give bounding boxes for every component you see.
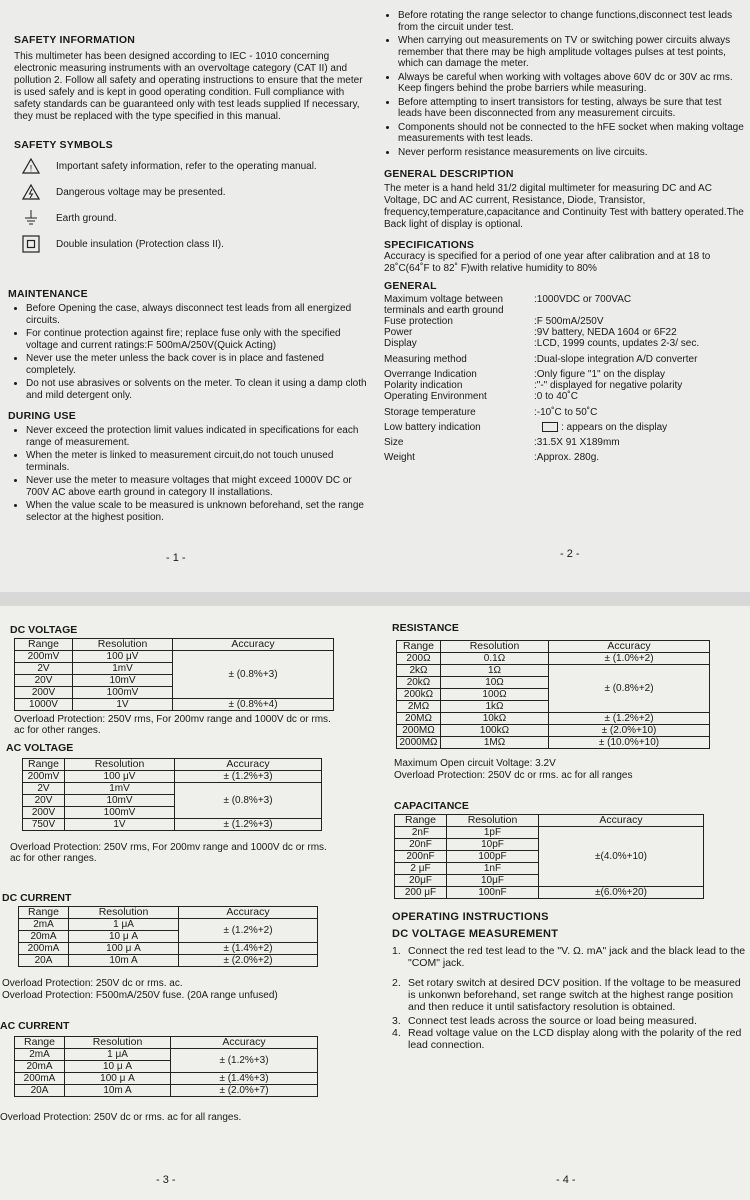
during-use-title: DURING USE <box>8 410 76 422</box>
dc-voltage-title: DC VOLTAGE <box>10 624 78 636</box>
table-header-row <box>23 759 322 771</box>
during-use-list <box>8 425 368 523</box>
table-cell: 200Ω <box>397 653 441 665</box>
step-number: 1. <box>392 945 401 957</box>
high-voltage-icon <box>20 183 42 201</box>
spec-value: :Approx. 280g. <box>534 452 600 463</box>
spec-row <box>384 338 744 349</box>
spec-key: Fuse protection <box>384 316 453 327</box>
table-row <box>15 651 334 663</box>
table-cell: 200mA <box>19 943 69 955</box>
spec-key: Overrange Indication <box>384 369 477 380</box>
ac-current-title: AC CURRENT <box>0 1020 70 1032</box>
table-cell: 1nF <box>447 863 539 875</box>
ac-voltage-table <box>22 758 322 831</box>
page-1 <box>14 34 364 257</box>
spec-key: Weight <box>384 452 415 463</box>
step-text: Read voltage value on the LCD display along with the polarity of the red lead connection. <box>408 1027 742 1051</box>
list-item: • Before Opening the case, always disconnect test leads from all energized circuits. <box>26 303 368 326</box>
table-cell: ± (1.2%+3) <box>171 1049 318 1073</box>
spec-value: :Only figure "1" on the display <box>534 369 666 380</box>
dc-current-note-2: Overload Protection: F500mA/250V fuse. (20A range unfused) <box>2 990 278 1001</box>
operating-instructions-title: OPERATING INSTRUCTIONS <box>392 911 549 923</box>
general-spec-table <box>384 294 744 463</box>
table-cell: 200MΩ <box>397 725 441 737</box>
page-number: - 2 - <box>560 548 580 560</box>
column-header: Range <box>23 759 65 771</box>
table-cell: 10mV <box>73 675 173 687</box>
table-row <box>19 943 318 955</box>
safety-info-title: SAFETY INFORMATION <box>14 34 136 46</box>
table-cell: ±(6.0%+20) <box>539 887 704 899</box>
table-cell: ± (0.8%+4) <box>173 699 334 711</box>
table-cell: 20A <box>15 1085 65 1097</box>
specifications-text: Accuracy is specified for a period of one year after calibration and at 18 to 28˚C(64˚F to 82˚ F)with relative humidity to 80% <box>384 251 711 274</box>
table-header-row <box>397 641 710 653</box>
table-cell: 2mA <box>19 919 69 931</box>
spec-row <box>384 327 744 338</box>
earth-ground-icon <box>20 209 42 227</box>
safety-info-text: This multimeter has been designed according to IEC - 1010 concerning electronic measuring instruments with an overvoltage category (CAT II) and pollution 2. Follow all safety and operating instructions to ensure that the meter is used safely and is kept in good operating condition. Full compliance with safety standards can be guaranteed only with test leads supplied If necessary, they must be replaced with the type specified in this manual. <box>14 51 363 122</box>
spec-value: :31.5X 91 X189mm <box>534 437 620 448</box>
spec-key: Size <box>384 437 404 448</box>
list-item <box>392 1015 746 1027</box>
ac-current-note: Overload Protection: 250V dc or rms. ac for all ranges. <box>0 1112 242 1123</box>
table-cell: 2kΩ <box>397 665 441 677</box>
symbol-row <box>14 231 364 257</box>
spec-key: Operating Environment <box>384 391 487 402</box>
table-cell: ± (1.2%+2) <box>549 713 710 725</box>
symbol-row <box>14 205 364 231</box>
list-item: • Never use the meter unless the back cover is in place and fastened completely. <box>26 353 368 376</box>
table-cell: 100Ω <box>441 689 549 701</box>
table-cell: 2 μF <box>395 863 447 875</box>
column-header: Resolution <box>65 1037 171 1049</box>
list-item: • Do not use abrasives or solvents on the meter. To clean it using a damp cloth and mild detergent only. <box>26 378 368 401</box>
table-cell: 200mV <box>23 771 65 783</box>
table-cell: 10μF <box>447 875 539 887</box>
symbol-row <box>14 153 364 179</box>
double-insulation-icon <box>20 235 42 253</box>
maintenance-list <box>8 303 368 401</box>
table-header-row <box>15 1037 318 1049</box>
spec-row <box>384 380 744 391</box>
table-cell: 10Ω <box>441 677 549 689</box>
general-title: GENERAL <box>384 280 437 292</box>
table-cell: 20nF <box>395 839 447 851</box>
dc-current-note-1: Overload Protection: 250V dc or rms. ac. <box>2 978 183 989</box>
symbol-label: Dangerous voltage may be presented. <box>56 186 226 198</box>
table-cell: 10m A <box>65 1085 171 1097</box>
table-cell: 1000V <box>15 699 73 711</box>
table-cell: 20MΩ <box>397 713 441 725</box>
table-cell: 20V <box>23 795 65 807</box>
step-text: Connect test leads across the source or load being measured. <box>408 1015 697 1027</box>
safety-symbols-list <box>14 153 364 257</box>
table-row <box>15 1049 318 1061</box>
dc-voltage-measurement-title: DC VOLTAGE MEASUREMENT <box>392 928 559 940</box>
table-cell: 1MΩ <box>441 737 549 749</box>
general-description-title: GENERAL DESCRIPTION <box>384 168 514 180</box>
list-item <box>392 1027 746 1051</box>
table-cell: 1 μA <box>69 919 179 931</box>
table-cell: 100mV <box>65 807 175 819</box>
table-cell: ±(4.0%+10) <box>539 827 704 887</box>
table-cell: 100nF <box>447 887 539 899</box>
list-item: • When the meter is linked to measurement circuit,do not touch unused terminals. <box>26 450 368 473</box>
specifications-title: SPECIFICATIONS <box>384 239 475 251</box>
spec-row <box>384 369 744 380</box>
table-row <box>15 1085 318 1097</box>
list-item: • Always be careful when working with voltages above 60V dc or 30V ac rms. Keep fingers behind the probe barriers while measuring. <box>398 72 744 95</box>
table-cell: 1mV <box>65 783 175 795</box>
spec-row <box>384 422 744 433</box>
table-row <box>15 699 334 711</box>
spec-row <box>384 294 744 316</box>
page-number: - 4 - <box>556 1174 576 1186</box>
table-cell: 200mV <box>15 651 73 663</box>
table-cell: 2MΩ <box>397 701 441 713</box>
table-cell: 0.1Ω <box>441 653 549 665</box>
table-cell: 100kΩ <box>441 725 549 737</box>
maintenance-title: MAINTENANCE <box>8 288 88 300</box>
table-cell: 100 μ A <box>69 943 179 955</box>
table-cell: 2mA <box>15 1049 65 1061</box>
spec-value <box>534 422 744 433</box>
dc-voltage-table <box>14 638 334 711</box>
list-item: • Never exceed the protection limit values indicated in specifications for each range of measurement. <box>26 425 368 448</box>
low-battery-text: : appears on the display <box>561 422 668 433</box>
column-header: Resolution <box>441 641 549 653</box>
table-cell: 100 μV <box>65 771 175 783</box>
dc-current-title: DC CURRENT <box>2 892 72 904</box>
precautions-list <box>384 10 744 158</box>
step-number: 3. <box>392 1015 401 1027</box>
page-number: - 1 - <box>166 552 186 564</box>
spec-key: Measuring method <box>384 354 467 365</box>
step-text: Set rotary switch at desired DCV position. If the voltage to be measured is unkonwn beforehand, set range switch at the highest range position and then reduce it until satisfactory resolution is obtained. <box>408 977 741 1013</box>
table-cell: 10mV <box>65 795 175 807</box>
top-sheet <box>0 0 750 592</box>
list-item: • When the value scale to be measured is unknown beforehand, set the range selector at the highest position. <box>26 500 368 523</box>
column-header: Resolution <box>447 815 539 827</box>
table-cell: ± (2.0%+2) <box>179 955 318 967</box>
column-header: Accuracy <box>539 815 704 827</box>
ac-voltage-note: Overload Protection: 250V rms, For 200mv range and 1000V dc or rms. ac for other ranges. <box>10 842 327 864</box>
table-cell: 10pF <box>447 839 539 851</box>
spec-value: :LCD, 1999 counts, updates 2-3/ sec. <box>534 338 700 349</box>
table-cell: ± (1.0%+2) <box>549 653 710 665</box>
spec-row <box>384 437 744 448</box>
table-cell: 200mA <box>15 1073 65 1085</box>
table-row <box>397 665 710 677</box>
table-header-row <box>15 639 334 651</box>
dc-voltage-note: Overload Protection: 250V rms, For 200mv range and 1000V dc or rms. ac for other ranges. <box>14 714 331 736</box>
resistance-note-1: Maximum Open circuit Voltage: 3.2V <box>394 758 556 769</box>
column-header: Resolution <box>69 907 179 919</box>
table-row <box>23 819 322 831</box>
table-cell: 10m A <box>69 955 179 967</box>
table-header-row <box>19 907 318 919</box>
list-item <box>392 945 746 969</box>
resistance-table <box>396 640 710 749</box>
table-cell: 20V <box>15 675 73 687</box>
table-row <box>397 725 710 737</box>
table-cell: 10 μ A <box>65 1061 171 1073</box>
table-row <box>19 955 318 967</box>
list-item: • When carrying out measurements on TV or switching power circuits always remember that there may be high amplitude voltages pulses at test points, which can damage the meter. <box>398 35 744 70</box>
table-cell: ± (1.2%+2) <box>179 919 318 943</box>
table-cell: 1Ω <box>441 665 549 677</box>
operating-steps <box>392 945 746 1051</box>
column-header: Resolution <box>73 639 173 651</box>
svg-text:!: ! <box>29 163 33 174</box>
list-item: • Never perform resistance measurements on live circuits. <box>398 147 744 159</box>
table-header-row <box>395 815 704 827</box>
spec-row <box>384 391 744 402</box>
table-cell: 2nF <box>395 827 447 839</box>
table-cell: ± (0.8%+2) <box>549 665 710 713</box>
table-cell: 1 μA <box>65 1049 171 1061</box>
column-header: Accuracy <box>175 759 322 771</box>
spec-row <box>384 354 744 365</box>
column-header: Resolution <box>65 759 175 771</box>
column-header: Range <box>15 1037 65 1049</box>
column-header: Range <box>19 907 69 919</box>
table-row <box>397 653 710 665</box>
spec-key: Low battery indication <box>384 422 481 433</box>
column-header: Accuracy <box>179 907 318 919</box>
spec-value: :-10˚C to 50˚C <box>534 407 598 418</box>
table-cell: ± (1.4%+2) <box>179 943 318 955</box>
table-cell: ± (1.2%+3) <box>175 771 322 783</box>
capacitance-title: CAPACITANCE <box>394 800 469 812</box>
bottom-sheet <box>0 606 750 1200</box>
warning-triangle-icon <box>20 157 42 175</box>
table-cell: 1pF <box>447 827 539 839</box>
table-row <box>397 713 710 725</box>
table-cell: 2V <box>15 663 73 675</box>
spec-row <box>384 407 744 418</box>
spec-value: :0 to 40˚C <box>534 391 578 402</box>
ac-current-table <box>14 1036 318 1097</box>
table-cell: ± (10.0%+10) <box>549 737 710 749</box>
spec-value: :9V battery, NEDA 1604 or 6F22 <box>534 327 677 338</box>
table-cell: 100 μ A <box>65 1073 171 1085</box>
step-number: 2. <box>392 977 401 989</box>
symbol-label: Earth ground. <box>56 212 117 224</box>
table-cell: ± (1.4%+3) <box>171 1073 318 1085</box>
table-cell: 100mV <box>73 687 173 699</box>
column-header: Accuracy <box>549 641 710 653</box>
spec-value: :Dual-slope integration A/D converter <box>534 354 698 365</box>
table-row <box>15 1073 318 1085</box>
capacitance-table <box>394 814 704 899</box>
list-item: • For continue protection against fire; replace fuse only with the specified voltage and current ratings:F 500mA/250V(Quick Acting) <box>26 328 368 351</box>
safety-symbols-title: SAFETY SYMBOLS <box>14 139 113 151</box>
page-number: - 3 - <box>156 1174 176 1186</box>
table-cell: 200nF <box>395 851 447 863</box>
table-cell: 1kΩ <box>441 701 549 713</box>
table-cell: 2V <box>23 783 65 795</box>
table-cell: 1V <box>65 819 175 831</box>
page-2 <box>384 10 744 463</box>
table-cell: 200V <box>23 807 65 819</box>
column-header: Range <box>15 639 73 651</box>
table-row <box>19 919 318 931</box>
table-cell: 10 μ A <box>69 931 179 943</box>
column-header: Range <box>395 815 447 827</box>
spec-key: Maximum voltage between terminals and earth ground <box>384 294 504 316</box>
spec-value: :F 500mA/250V <box>534 316 604 327</box>
table-cell: ± (2.0%+10) <box>549 725 710 737</box>
table-cell: 20mA <box>15 1061 65 1073</box>
table-cell: 20kΩ <box>397 677 441 689</box>
column-header: Range <box>397 641 441 653</box>
list-item: • Before rotating the range selector to change functions,disconnect test leads from the circuit under test. <box>398 10 744 33</box>
list-item: • Before attempting to insert transistors for testing, always be sure that test leads have been disconnected from any measurement circuits. <box>398 97 744 120</box>
table-cell: 2000MΩ <box>397 737 441 749</box>
table-cell: ± (2.0%+7) <box>171 1085 318 1097</box>
table-row <box>395 827 704 839</box>
table-cell: ± (0.8%+3) <box>175 783 322 819</box>
table-row <box>395 887 704 899</box>
table-cell: 1V <box>73 699 173 711</box>
step-number: 4. <box>392 1027 401 1039</box>
step-text: Connect the red test lead to the "V. Ω. mA" jack and the black lead to the "COM" jack. <box>408 945 746 969</box>
table-cell: 200V <box>15 687 73 699</box>
ac-voltage-title: AC VOLTAGE <box>6 742 74 754</box>
table-cell: 100 μV <box>73 651 173 663</box>
table-cell: 200 μF <box>395 887 447 899</box>
table-cell: 20A <box>19 955 69 967</box>
spec-key: Polarity indication <box>384 380 463 391</box>
table-cell: 10kΩ <box>441 713 549 725</box>
table-cell: 20mA <box>19 931 69 943</box>
resistance-title: RESISTANCE <box>392 622 459 634</box>
table-cell: 100pF <box>447 851 539 863</box>
symbol-label: Important safety information, refer to the operating manual. <box>56 160 317 172</box>
table-cell: ± (0.8%+3) <box>173 651 334 699</box>
dc-current-table <box>18 906 318 967</box>
column-header: Accuracy <box>171 1037 318 1049</box>
spec-key: Display <box>384 338 417 349</box>
spec-key: Storage temperature <box>384 407 476 418</box>
list-item: • Never use the meter to measure voltages that might exceed 1000V DC or 700V AC above earth ground in category II installations. <box>26 475 368 498</box>
table-cell: 1mV <box>73 663 173 675</box>
spec-value: :"-" displayed for negative polarity <box>534 380 683 391</box>
spec-value: :1000VDC or 700VAC <box>534 294 632 305</box>
symbol-row <box>14 179 364 205</box>
general-description-text: The meter is a hand held 31/2 digital multimeter for measuring DC and AC Voltage, DC and AC current, Resistance, Diode, Transistor, frequency,temperature,capacitance and Continuity Test with battery operated.The Back light of display is optional. <box>384 183 744 230</box>
spec-key: Power <box>384 327 413 338</box>
table-cell: 750V <box>23 819 65 831</box>
list-item: • Components should not be connected to the hFE socket when making voltage measurements with test leads. <box>398 122 744 145</box>
spec-row <box>384 452 744 463</box>
table-cell: 20μF <box>395 875 447 887</box>
battery-icon <box>542 422 558 432</box>
list-item <box>392 977 746 1013</box>
page-1-lower <box>8 288 368 525</box>
symbol-label: Double insulation (Protection class II). <box>56 238 224 250</box>
spec-row <box>384 316 744 327</box>
column-header: Accuracy <box>173 639 334 651</box>
table-row <box>23 783 322 795</box>
table-row <box>23 771 322 783</box>
table-cell: ± (1.2%+3) <box>175 819 322 831</box>
table-row <box>397 737 710 749</box>
table-cell: 200kΩ <box>397 689 441 701</box>
resistance-note-2: Overload Protection: 250V dc or rms. ac for all ranges <box>394 770 633 781</box>
